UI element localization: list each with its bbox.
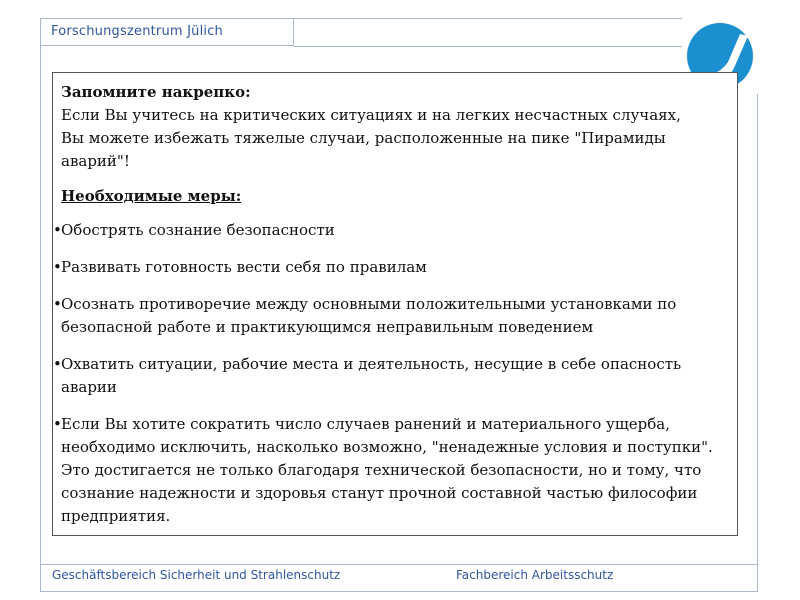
header-title: Forschungszentrum Jülich [51,24,223,39]
list-item [53,293,733,339]
remember-title: Запомните накрепко: [61,83,251,101]
list-item [53,353,733,399]
list-item [53,413,733,528]
measures-title: Необходимые меры: [61,187,242,205]
bullet-icon: • [53,258,62,276]
list-item-text: Если Вы хотите сократить число случаев ранений и материального ущерба, необходимо исключить, насколько возможно, "ненадежные условия и поступки". Это достигается не только благодаря технической безопасности, но и тому, что сознание надежности и здоровья станут прочной составной частью философии предприятия. [61,415,713,525]
list-item-text: Развивать готовность вести себя по правилам [61,258,427,276]
header-divider [294,46,682,47]
measures-list [53,219,733,542]
list-item [53,256,733,279]
header-box [40,18,294,46]
list-item-text: Обострять сознание безопасности [61,221,335,239]
bullet-icon: • [53,355,62,373]
footer-divider [40,564,758,565]
bullet-icon: • [53,221,62,239]
list-item-text: Охватить ситуации, рабочие места и деятельность, несущие в себе опасность аварии [61,355,682,396]
bullet-icon: • [53,415,62,433]
list-item [53,219,733,242]
content-box [52,72,738,536]
footer-division: Fachbereich Arbeitsschutz [456,568,614,582]
footer-department: Geschäftsbereich Sicherheit und Strahlenschutz [52,568,341,582]
bullet-icon: • [53,295,62,313]
remember-text: Если Вы учитесь на критических ситуациях и на легких несчастных случаях, Вы можете избежать тяжелые случаи, расположенные на пике "Пирамиды аварий"! [61,106,681,170]
list-item-text: Осознать противоречие между основными положительными установками по безопасной работе и практикующимся неправильным поведением [61,295,677,336]
